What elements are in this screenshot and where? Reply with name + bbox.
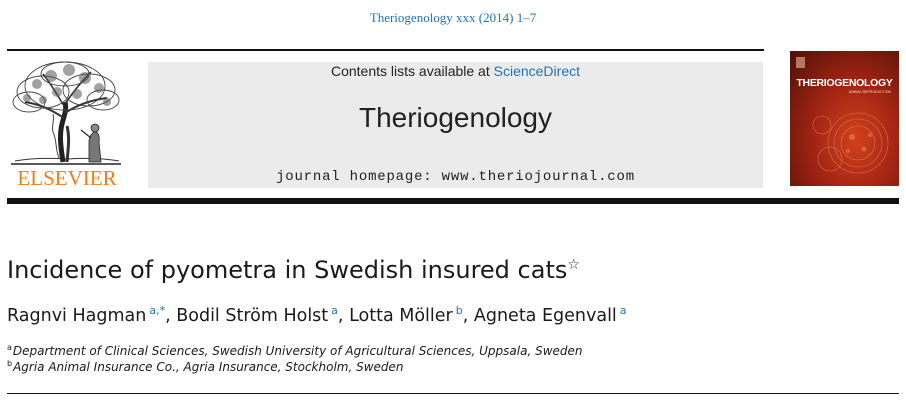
author-affiliation-mark[interactable]: a bbox=[619, 304, 627, 317]
journal-reference[interactable]: Theriogenology xxx (2014) 1–7 bbox=[369, 10, 537, 25]
author-name[interactable]: Lotta Möller bbox=[349, 305, 453, 326]
top-divider bbox=[7, 49, 764, 51]
cover-title: THERIOGENOLOGY bbox=[796, 77, 893, 89]
author-separator: , bbox=[337, 305, 344, 326]
affiliation-b bbox=[7, 359, 404, 374]
affiliation-a bbox=[7, 343, 583, 358]
author-name[interactable]: Bodil Ström Holst bbox=[176, 305, 329, 326]
journal-masthead bbox=[148, 62, 763, 188]
elsevier-wordmark: ELSEVIER bbox=[17, 166, 117, 190]
sciencedirect-link[interactable]: ScienceDirect bbox=[493, 63, 580, 79]
author-affiliation-mark[interactable]: a bbox=[331, 304, 338, 317]
author-list bbox=[7, 304, 627, 326]
elsevier-logo[interactable] bbox=[7, 58, 125, 190]
contents-availability bbox=[148, 63, 763, 79]
journal-title: Theriogenology bbox=[358, 102, 553, 133]
author-name[interactable]: Agneta Egenvall bbox=[473, 305, 617, 326]
article-title bbox=[7, 256, 580, 284]
author-separator: , bbox=[462, 305, 469, 326]
affiliation-text: Department of Clinical Sciences, Swedish University of Agricultural Sciences, Uppsala, Sweden bbox=[12, 344, 583, 358]
author-affiliation-mark[interactable]: a,* bbox=[149, 304, 166, 317]
journal-cover-image[interactable] bbox=[790, 51, 899, 186]
title-footnote-star-icon[interactable]: ☆ bbox=[567, 257, 580, 273]
elsevier-tree-icon bbox=[7, 58, 125, 168]
affiliation-mark: a bbox=[7, 343, 12, 352]
header-bottom-divider bbox=[7, 393, 899, 394]
author-name[interactable]: Ragnvi Hagman bbox=[7, 305, 147, 326]
contents-prefix: Contents lists available at bbox=[330, 63, 494, 79]
cover-subtitle: ANIMAL REPRODUCTION bbox=[848, 90, 891, 94]
article-title-text: Incidence of pyometra in Swedish insured cats bbox=[7, 256, 568, 284]
affiliation-mark: b bbox=[7, 359, 13, 368]
author-separator: , bbox=[165, 305, 171, 326]
author-affiliation-mark[interactable]: b bbox=[455, 304, 463, 317]
affiliation-text: Agria Animal Insurance Co., Agria Insurance, Stockholm, Sweden bbox=[13, 360, 404, 374]
masthead-divider bbox=[7, 198, 899, 204]
journal-homepage-link[interactable]: journal homepage: www.theriojournal.com bbox=[276, 169, 635, 185]
cover-artwork bbox=[790, 51, 899, 186]
